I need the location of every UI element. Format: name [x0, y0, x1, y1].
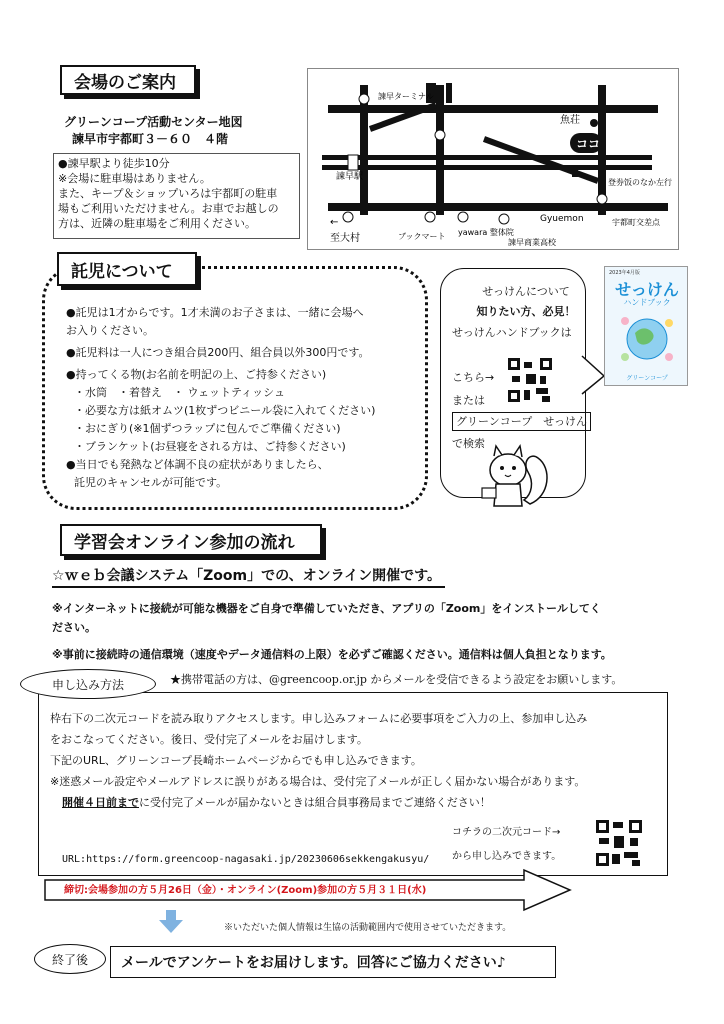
childcare-line: 託児のキャンセルが可能です。 — [74, 476, 228, 489]
access-line: また、キープ＆ショップいろは宇都町の駐車 — [58, 187, 278, 200]
apply-line: をおこなってください。後日、受付完了メールをお届けします。 — [50, 733, 368, 746]
apply-line5-rest: に受付完了メールが届かないときは組合員事務局までご連絡ください！ — [139, 796, 491, 809]
traffic-signal — [359, 94, 369, 104]
label-arrow: ← — [330, 217, 339, 228]
apply-qr-line2: から申し込みできます。 — [452, 851, 562, 862]
map-railway — [322, 165, 652, 170]
venue-heading-text: 会場のご案内 — [74, 72, 176, 93]
label-ichiban: 登券饭のなか左行 — [608, 178, 672, 187]
apply-qr-line1: コチラの二次元コード→ — [452, 827, 561, 838]
access-line: ※会場に駐車場はありません。 — [58, 172, 211, 185]
traffic-signal — [425, 212, 435, 222]
bubble-tail — [580, 354, 606, 398]
childcare-text — [66, 304, 416, 492]
childcare-heading — [57, 252, 197, 286]
label-omura: 至大村 — [330, 233, 360, 244]
after-label-text: 終了後 — [51, 952, 88, 967]
soap-or: または — [452, 394, 485, 407]
online-note1-line: ださい。 — [52, 621, 96, 634]
childcare-line: ・おにぎり(※1個ずつラップに包んでご準備ください) — [74, 422, 341, 435]
access-line: ●諫早駅より徒歩10分 — [58, 157, 170, 170]
traffic-signal — [499, 214, 509, 224]
online-note1 — [52, 600, 672, 636]
label-uoso: 魚荘 — [560, 115, 580, 126]
venue-map — [307, 68, 679, 250]
apply-deadline-days: 開催４日前まで — [62, 796, 139, 809]
online-note1-line: ※インターネットに接続が可能な機器をご自身で準備していただき、アプリの「Zoom」をインストールしてく — [52, 602, 601, 615]
handbook-title: せっけん — [615, 280, 679, 299]
shop-mark — [572, 165, 578, 177]
apply-label-text: 申し込み方法 — [51, 677, 124, 692]
apply-line: ※迷惑メール設定やメールアドレスに誤りがある場合は、受付完了メールが正しく届かない場合があります。 — [50, 775, 586, 788]
privacy-note: ※いただいた個人情報は生協の活動範囲内で使用させていただきます。 — [224, 923, 512, 933]
access-box — [53, 153, 300, 239]
childcare-line: ●持ってくる物(お名前を明記の上、ご持参ください) — [66, 368, 327, 381]
venue-heading — [60, 65, 196, 95]
apply-line: 枠右下の二次元コードを読み取りアクセスします。申し込みフォームに必要事項をご入力の上、参加申し込み — [50, 712, 588, 725]
apply-qr-code[interactable] — [596, 820, 642, 866]
shop-mark — [590, 119, 598, 127]
globe-icon — [619, 311, 675, 367]
childcare-heading-text: 託児について — [71, 261, 173, 282]
station-mark — [348, 155, 358, 170]
traffic-signal — [597, 194, 607, 204]
childcare-line: ・水筒 ・着替え ・ ウェットティッシュ — [74, 386, 285, 399]
label-gyuemon: Gyuemon — [540, 214, 584, 224]
childcare-line: ●託児料は一人につき組合員200円、組合員以外300円です。 — [66, 346, 370, 359]
label-bus-terminal: 諫早ターミナル — [378, 92, 434, 101]
childcare-line: ・必要な方は紙オムツ(1枚ずつビニール袋に入れてください) — [74, 404, 376, 417]
after-message: メールでアンケートをお届けします。回答にご協力ください♪ — [121, 955, 506, 971]
handbook-edition: 2023年4月版 — [609, 270, 640, 276]
venue-marker-label: ココ — [576, 137, 601, 151]
traffic-signal — [435, 130, 445, 140]
soap-qr-code[interactable] — [508, 358, 552, 402]
down-arrow-icon — [158, 910, 184, 934]
handbook-footer: グリーンコープ — [626, 375, 668, 382]
childcare-line: ・ブランケット(お昼寝をされる方は、ご持参ください) — [74, 440, 346, 453]
apply-url-link[interactable]: https://form.greencoop-nagasaki.jp/20230606sekkengakusyu/ — [86, 854, 430, 865]
online-heading-text: 学習会オンライン参加の流れ — [74, 532, 295, 553]
online-headline: ☆ｗｅｂ会議システム「Zoom」での、オンライン開催です。 — [52, 566, 445, 588]
handbook-subtitle: ハンドブック — [623, 298, 671, 307]
soap-line1: せっけんについて — [482, 285, 570, 298]
label-bookmart: ブックマート — [398, 232, 446, 241]
childcare-line: ●託児は1才からです。1才未満のお子さまは、一緒に会場へ — [66, 306, 364, 319]
map-road — [328, 203, 668, 211]
url-label: URL: — [62, 854, 87, 865]
map-drawing — [308, 69, 680, 251]
apply-label — [20, 669, 156, 699]
map-title: グリーンコープ活動センター地図 — [64, 115, 243, 129]
label-station: 諫早駅 — [336, 172, 364, 182]
online-heading — [60, 524, 322, 556]
handbook-cover — [604, 266, 688, 386]
map-railway — [322, 155, 652, 160]
online-note2: ※事前に接続時の通信環境（速度やデータ通信料の上限）を必ずご確認ください。通信料は個人負担となります。 — [52, 648, 612, 661]
label-yawara: yawara 整体院 — [458, 228, 514, 237]
label-school: 諫早商業高校 — [508, 238, 556, 247]
apply-url-row — [62, 853, 429, 867]
apply-text — [50, 708, 662, 813]
soap-search: で検索 — [452, 437, 485, 450]
venue-address: 諫早市宇都町３－６０ ４階 — [72, 132, 229, 146]
deadline-text: 締切:会場参加の方５月26日（金）・オンライン(Zoom)参加の方５月３１日(水) — [64, 885, 427, 896]
childcare-line: お入りください。 — [66, 324, 154, 337]
traffic-signal — [343, 212, 353, 222]
map-road — [328, 105, 658, 113]
soap-line3: せっけんハンドブックは — [452, 326, 572, 339]
bridge-mark — [446, 83, 452, 103]
soap-line2: 知りたい方、必見！ — [476, 305, 576, 318]
school-mark — [458, 212, 468, 222]
access-line: 方は、近隣の駐車場をご利用ください。 — [58, 217, 256, 230]
soap-here: こちら→ — [452, 371, 495, 384]
apply-line: 下記のURL、グリーンコープ長崎ホームページからでも申し込みできます。 — [50, 754, 422, 767]
squirrel-mascot-icon — [478, 444, 554, 510]
soap-search-term[interactable]: グリーンコープ せっけん — [452, 412, 591, 431]
access-line: 場もご利用いただけません。お車でお越しの — [58, 202, 279, 215]
map-road — [436, 85, 444, 215]
label-utsu: 宇都町交差点 — [612, 218, 660, 227]
after-label — [34, 944, 106, 974]
mobile-note: ★携帯電話の方は、@greencoop.or.jp からメールを受信できるよう設定をお願いします。 — [170, 673, 623, 686]
childcare-line: ●当日でも発熱など体調不良の症状がありましたら、 — [66, 458, 329, 471]
after-message-box — [110, 946, 556, 978]
